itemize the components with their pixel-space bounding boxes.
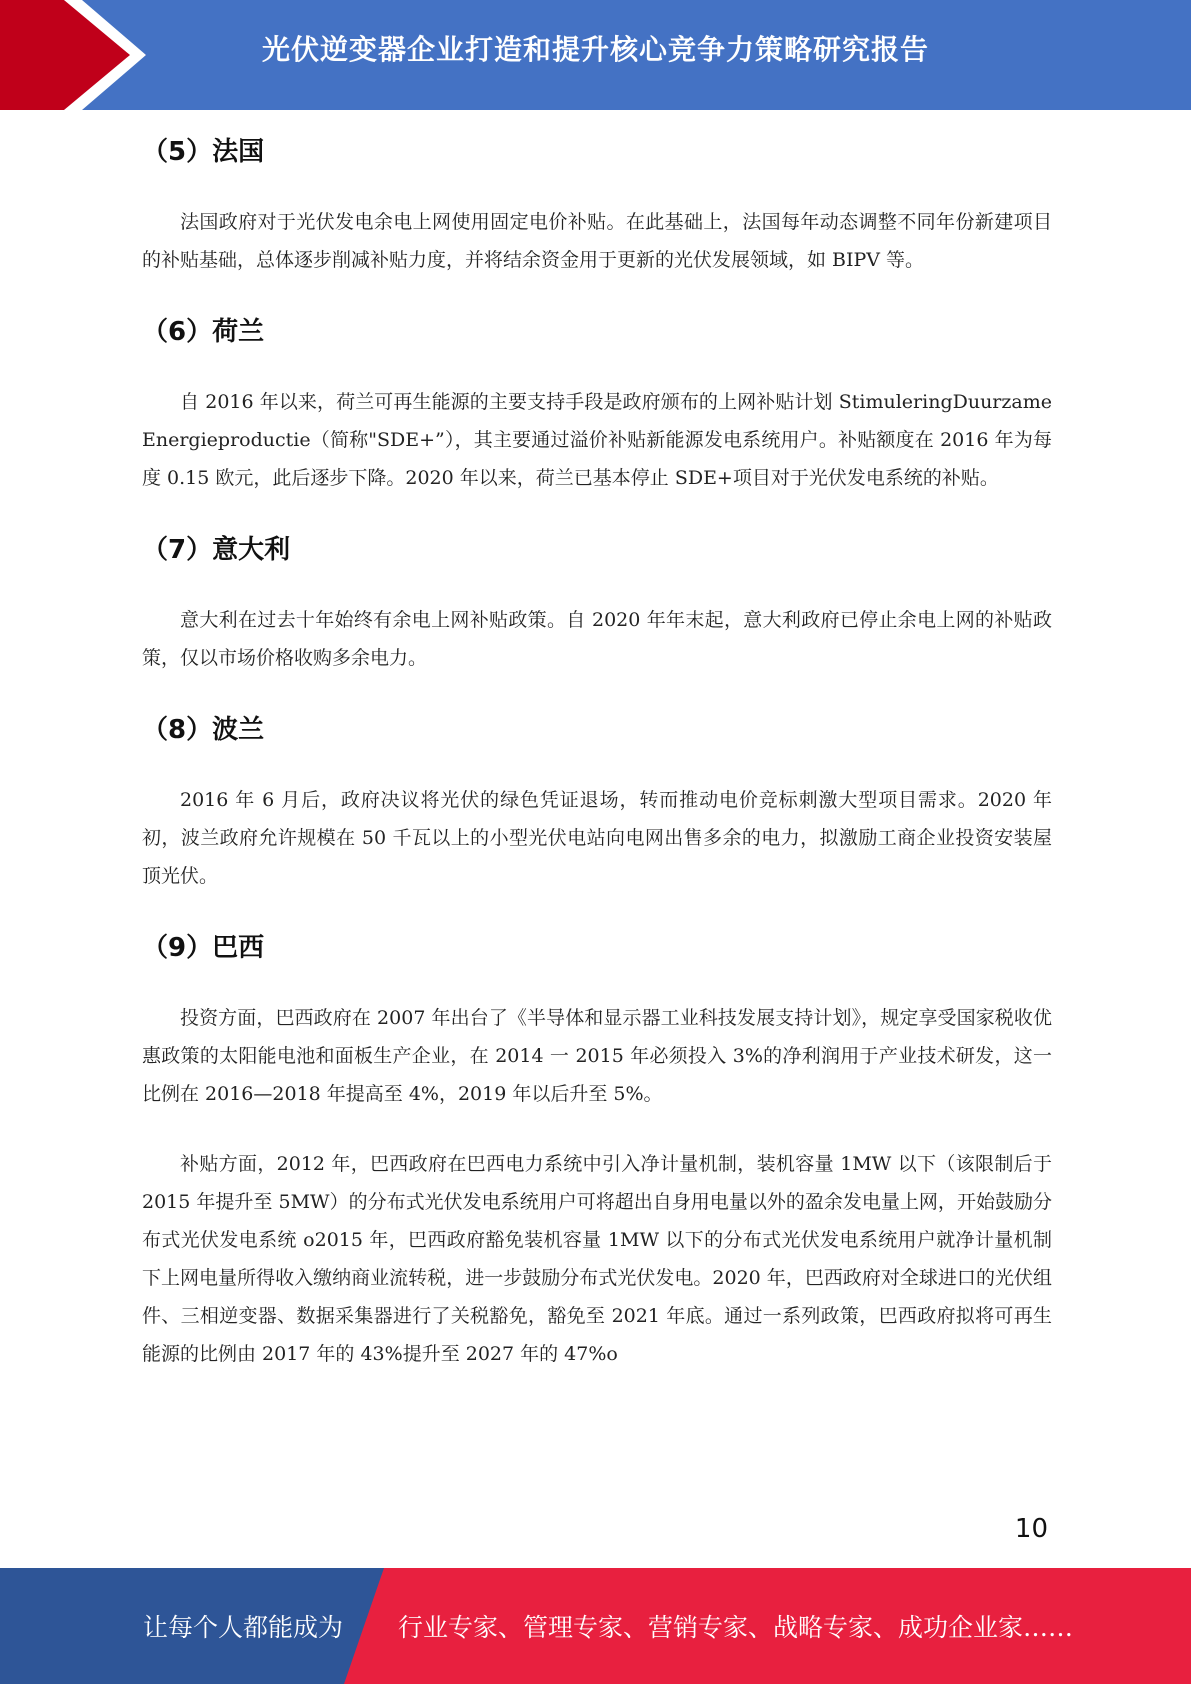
paragraph-france: 法国政府对于光伏发电余电上网使用固定电价补贴。在此基础上，法国每年动态调整不同年份新建项目的补贴基础，总体逐步削减补贴力度，并将结余资金用于更新的光伏发展领域，如 BIPV 等。 xyxy=(142,211,1052,271)
section-heading-netherlands: （6）荷兰 xyxy=(142,317,265,347)
page-header xyxy=(0,0,1191,110)
section-heading-poland: （8）波兰 xyxy=(142,715,265,745)
section-heading-italy: （7）意大利 xyxy=(142,535,291,565)
header-chevron-decoration xyxy=(0,0,160,110)
section-heading-france: （5）法国 xyxy=(142,137,265,167)
paragraph-italy: 意大利在过去十年始终有余电上网补贴政策。自 2020 年年末起，意大利政府已停止余电上网的补贴政策，仅以市场价格收购多余电力。 xyxy=(142,609,1052,669)
section-heading-brazil: （9）巴西 xyxy=(142,933,265,963)
paragraph-netherlands: 自 2016 年以来，荷兰可再生能源的主要支持手段是政府颁布的上网补贴计划 StimuleringDuurzameEnergieproductie（简称"SDE+”），其主要通过溢价补贴新能源发电系统用户。补贴额度在 2016 年为每度 0.15 欧元，此后逐步下降。2020 年以来，荷兰已基本停止 SDE+项目对于光伏发电系统的补贴。 xyxy=(142,391,1052,489)
page-footer xyxy=(0,1568,1191,1684)
header-title: 光伏逆变器企业打造和提升核心竞争力策略研究报告 xyxy=(262,33,930,66)
paragraph-brazil-investment: 投资方面，巴西政府在 2007 年出台了《半导体和显示器工业科技发展支持计划》，规定享受国家税收优惠政策的太阳能电池和面板生产企业，在 2014 一 2015 年必须投入 3%的净利润用于产业技术研发，这一比例在 2016—2018 年提高至 4%，2019 年以后升至 5%。 xyxy=(142,1007,1052,1105)
paragraph-poland: 2016 年 6 月后，政府决议将光伏的绿色凭证退场，转而推动电价竞标刺激大型项目需求。2020 年初，波兰政府允许规模在 50 千瓦以上的小型光伏电站向电网出售多余的电力，拟激励工商企业投资安装屋顶光伏。 xyxy=(142,789,1052,887)
footer-slogan-right: 行业专家、管理专家、营销专家、战略专家、成功企业家…… xyxy=(398,1613,1074,1642)
paragraph-brazil-subsidy: 补贴方面，2012 年，巴西政府在巴西电力系统中引入净计量机制，装机容量 1MW 以下（该限制后于 2015 年提升至 5MW）的分布式光伏发电系统用户可将超出自身用电量以外的盈余发电量上网，开始鼓励分布式光伏发电系统 o2015 年，巴西政府豁免装机容量 1MW 以下的分布式光伏发电系统用户就净计量机制下上网电量所得收入缴纳商业流转税，进一步鼓励分布式光伏发电。2020 年，巴西政府对全球进口的光伏组件、三相逆变器、数据采集器进行了关税豁免，豁免至 2021 年底。通过一系列政策，巴西政府拟将可再生能源的比例由 2017 年的 43%提升至 2027 年的 47%o xyxy=(142,1153,1052,1365)
footer-slogan-left: 让每个人都能成为 xyxy=(143,1613,344,1642)
document-body xyxy=(142,125,1052,1373)
page-number: 10 xyxy=(1014,1514,1048,1544)
